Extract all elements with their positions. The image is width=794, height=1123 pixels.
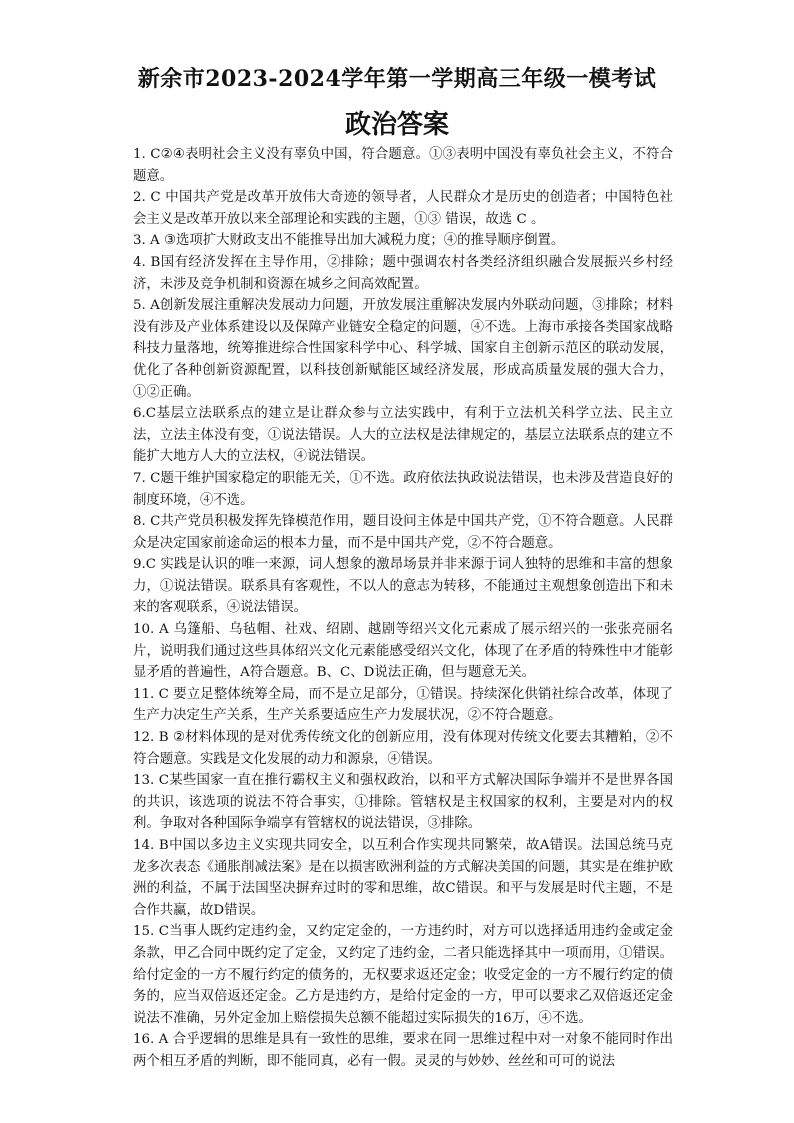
answer-item: 14. B中国以多边主义实现共同安全，以互利合作实现共同繁荣，故A错误。法国总统马克龙多次表态《通胀削减法案》是在以损害欧洲利益的方式解决美国的问题，其实是在维护欧洲的利益，不属于法国坚决摒弃过时的零和思维，故C错误。和平与发展是时代主题，不是合作共赢，故D错误。 — [133, 838, 673, 918]
answer-item: 5. A创新发展注重解决发展动力问题，开放发展注重解决发展内外联动问题，③排除；材料没有涉及产业体系建设以及保障产业链安全稳定的问题，④不选。上海市承接各类国家战略科技力量落地，统筹推进综合性国家科学中心、科学城、国家自主创新示范区的联动发展，优化了各种创新资源配置，以科技创新赋能区域经济发展，形成高质量发展的强大合力，①②正确。 — [133, 298, 673, 400]
answer-item: 13. C某些国家一直在推行霸权主义和强权政治，以和平方式解决国际争端并不是世界各国的共识，该选项的说法不符合事实，①排除。管辖权是主权国家的权利，主要是对内的权利。争取对各种国际争端享有管辖权的说法错误，③排除。 — [133, 773, 673, 832]
document-title: 新余市2023-2024学年第一学期高三年级一模考试 — [137, 66, 657, 92]
answer-item: 2. C 中国共产党是改革开放伟大奇迹的领导者，人民群众才是历史的创造者；中国特色社会主义是改革开放以来全部理论和实践的主题，①③ 错误，故选 C 。 — [133, 190, 673, 227]
answer-item: 1. C②④表明社会主义没有辜负中国，符合题意。①③表明中国没有辜负社会主义，不符合题意。 — [133, 147, 673, 184]
answer-item: 8. C共产党员积极发挥先锋模范作用，题目设问主体是中国共产党，①不符合题意。人民群众是决定国家前途命运的根本力量，而不是中国共产党，②不符合题意。 — [133, 514, 673, 551]
answer-item: 7. C题干维护国家稳定的职能无关，①不选。政府依法执政说法错误，也未涉及营造良好的制度环境，④不选。 — [133, 470, 673, 508]
answer-item: 4. B国有经济发挥在主导作用，②排除；题中强调农村各类经济组织融合发展振兴乡村经济，未涉及竞争机制和资源在城乡之间高效配置。 — [133, 254, 673, 292]
answer-item: 9.C 实践是认识的唯一来源，词人想象的激昂场景并非来源于词人独特的思维和丰富的想象力，①说法错误。联系具有客观性，不以人的意志为转移，不能通过主观想象创造出下和未来的客观联系，④说法错误。 — [133, 557, 673, 616]
document-subtitle: 政治答案 — [344, 110, 449, 140]
answer-item: 11. C 要立足整体统筹全局，而不是立足部分，①错误。持续深化供销社综合改革，体现了生产力决定生产关系，生产关系要适应生产力发展状况，②不符合题意。 — [133, 686, 673, 724]
answer-item: 3. A ③选项扩大财政支出不能推导出加大减税力度；④的推导顺序倒置。 — [133, 233, 565, 249]
answer-item: 12. B ②材料体现的是对优秀传统文化的创新应用，没有体现对传统文化要去其糟粕，②不符合题意。实践是文化发展的动力和源泉，④错误。 — [133, 730, 673, 767]
answer-item: 10. A 乌篷船、乌毡帽、社戏、绍剧、越剧等绍兴文化元素成了展示绍兴的一张张亮丽名片，说明我们通过这些具体绍兴文化元素能感受绍兴文化，体现了在矛盾的特殊性中才能彰显矛盾的普遍性，A符合题意。B、C、D说法正确，但与题意无关。 — [133, 622, 673, 681]
answer-list — [133, 144, 673, 1073]
answer-item: 16. A 合乎逻辑的思维是具有一致性的思维，要求在同一思维过程中对一对象不能同时作出两个相互矛盾的判断，即不能同真，必有一假。灵灵的与妙妙、丝丝和可可的说法 — [133, 1032, 673, 1069]
answer-item: 15. C当事人既约定违约金，又约定定金的，一方违约时，对方可以选择适用违约金或定金条款，甲乙合同中既约定了定金，又约定了违约金，二者只能选择其中一项而用，①错误。给付定金的一方不履行约定的债务的，无权要求返还定金；收受定金的一方不履行约定的债务的，应当双倍返还定金。乙方是违约方，是给付定金的一方，甲可以要求乙双倍返还定金说法不准确，另外定金加上赔偿损失总额不能超过实际损失的16万，④不选。 — [133, 924, 673, 1026]
answer-item: 6.C基层立法联系点的建立是让群众参与立法实践中，有利于立法机关科学立法、民主立法，立法主体没有变，①说法错误。人大的立法权是法律规定的，基层立法联系点的建立不能扩大地方人大的立法权，④说法错误。 — [133, 406, 673, 465]
